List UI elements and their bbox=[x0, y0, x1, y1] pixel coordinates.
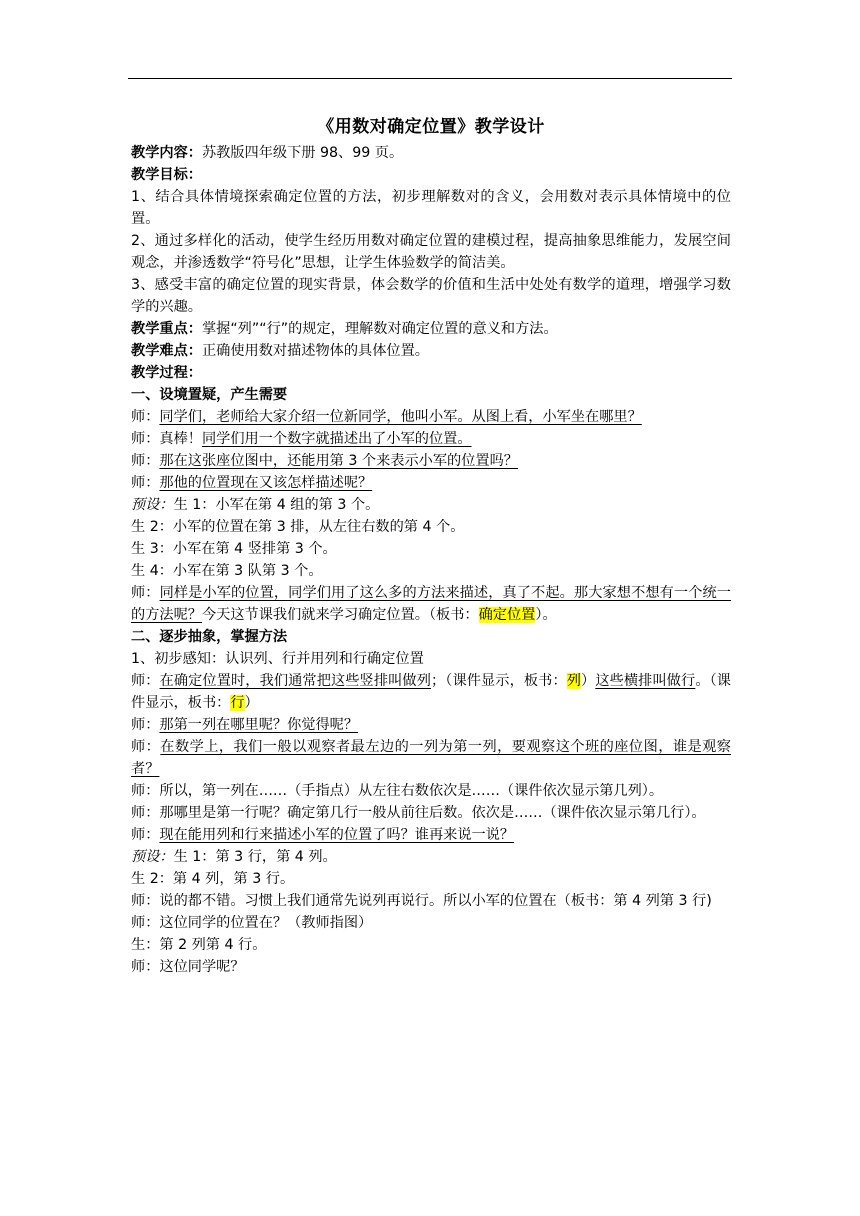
underlined-text: 同样是小军的位置，同学们用了这么多的方法来描述，真了不起。那大家想不想有一个统一的方法呢？ bbox=[131, 585, 731, 623]
dialogue-line bbox=[131, 494, 731, 516]
dialogue-line: 生：第 2 列第 4 行。 bbox=[131, 937, 267, 953]
speaker: 师： bbox=[131, 585, 160, 601]
teaching-difficulty bbox=[131, 340, 731, 362]
speaker: 师： bbox=[131, 717, 160, 733]
dialogue-line bbox=[131, 714, 731, 736]
dialogue-line bbox=[131, 428, 731, 450]
section-2-heading: 二、逐步抽象，掌握方法 bbox=[131, 629, 288, 645]
speaker: 师： bbox=[131, 431, 160, 447]
dialogue-line: 师：这位同学呢？ bbox=[131, 959, 245, 975]
underlined-text: 同学们，老师给大家介绍一位新同学，他叫小军。从图上看，小军坐在哪里？ bbox=[159, 409, 642, 425]
line-text: ） bbox=[244, 695, 259, 711]
preset-label: 预设： bbox=[131, 497, 174, 513]
line-text: ） bbox=[581, 673, 596, 689]
dialogue-line: 师：这位同学的位置在？（教师指图） bbox=[131, 915, 373, 931]
highlighted-text: 行 bbox=[230, 695, 245, 711]
subsection-heading: 1、初步感知：认识列、行并用列和行确定位置 bbox=[131, 651, 424, 667]
header-rule bbox=[128, 78, 732, 79]
dialogue-line: 师：那哪里是第一行呢？确定第几行一般从前往后数。依次是……（课件依次显示第几行）。 bbox=[131, 805, 706, 821]
dialogue-line: 生 2：第 4 列，第 3 行。 bbox=[131, 871, 295, 887]
dialogue-line: 生 2：小军的位置在第 3 排，从左往右数的第 4 个。 bbox=[131, 519, 465, 535]
teaching-key-label: 教学重点： bbox=[131, 321, 202, 337]
goal-item-3: 3、感受丰富的确定位置的现实背景，体会数学的价值和生活中处处有数学的道理，增强学习数学的兴趣。 bbox=[131, 277, 731, 315]
speaker: 师： bbox=[131, 827, 160, 843]
dialogue-line bbox=[131, 846, 731, 868]
speaker: 师： bbox=[131, 409, 160, 425]
teaching-goals-label: 教学目标： bbox=[131, 167, 202, 183]
goal-item-2: 2、通过多样化的活动，使学生经历用数对确定位置的建模过程，提高抽象思维能力，发展空间观念，并渗透数学“符号化”思想，让学生体验数学的简洁美。 bbox=[131, 233, 731, 271]
teaching-process-label: 教学过程： bbox=[131, 365, 202, 381]
dialogue-line bbox=[131, 472, 731, 494]
dialogue-line: 生 3：小军在第 4 竖排第 3 个。 bbox=[131, 541, 337, 557]
dialogue-line bbox=[131, 582, 731, 626]
section-1-heading: 一、设境置疑，产生需要 bbox=[131, 387, 288, 403]
dialogue-line bbox=[131, 670, 731, 714]
speaker: 师： bbox=[131, 739, 161, 755]
teaching-content-text: 苏教版四年级下册 98、99 页。 bbox=[201, 145, 404, 161]
teaching-key bbox=[131, 318, 731, 340]
speaker: 师： bbox=[131, 475, 160, 491]
underlined-text: 这些横排叫做行 bbox=[595, 673, 696, 689]
underlined-text: 在数学上，我们一般以观察者最左边的一列为第一列，要观察这个班的座位图，谁是观察者？ bbox=[131, 739, 731, 777]
line-text: 。（课件显示，板书： bbox=[131, 673, 731, 711]
dialogue-line: 生 4：小军在第 3 队第 3 个。 bbox=[131, 563, 323, 579]
highlighted-text: 确定位置 bbox=[478, 607, 536, 623]
dialogue-line bbox=[131, 736, 731, 780]
underlined-text: 同学们用一个数字就描述出了小军的位置。 bbox=[201, 431, 472, 447]
underlined-text: 在确定位置时，我们通常把这些竖排叫做列 bbox=[159, 673, 431, 689]
document-title: 《用数对确定位置》教学设计 bbox=[317, 117, 545, 137]
teaching-content bbox=[131, 142, 731, 164]
underlined-text: 那第一列在哪里呢？你觉得呢？ bbox=[159, 717, 359, 733]
underlined-text: 那在这张座位图中，还能用第 3 个来表示小军的位置吗？ bbox=[159, 453, 518, 469]
line-text: ）。 bbox=[535, 607, 557, 623]
teaching-difficulty-text: 正确使用数对描述物体的具体位置。 bbox=[201, 343, 429, 359]
teaching-content-label: 教学内容： bbox=[131, 145, 202, 161]
line-text: 生 1：第 3 行，第 4 列。 bbox=[173, 849, 337, 865]
line-text: 今天这节课我们就来学习确定位置。（板书： bbox=[201, 607, 479, 623]
dialogue-line bbox=[131, 824, 731, 846]
speaker: 师： bbox=[131, 453, 160, 469]
line-text: 真棒！ bbox=[159, 431, 202, 447]
dialogue-line bbox=[131, 406, 731, 428]
highlighted-text: 列 bbox=[566, 673, 582, 689]
dialogue-line bbox=[131, 450, 731, 472]
line-text: 生 1：小军在第 4 组的第 3 个。 bbox=[173, 497, 380, 513]
document-body bbox=[131, 112, 731, 978]
dialogue-line: 师：说的都不错。习惯上我们通常先说列再说行。所以小军的位置在（板书：第 4 列第 3 行) bbox=[131, 893, 712, 909]
underlined-text: 现在能用列和行来描述小军的位置了吗？谁再来说一说？ bbox=[159, 827, 515, 843]
line-text: ；（课件显示，板书： bbox=[430, 673, 567, 689]
preset-label: 预设： bbox=[131, 849, 174, 865]
goal-item-1: 1、结合具体情境探索确定位置的方法，初步理解数对的含义，会用数对表示具体情境中的位置。 bbox=[131, 189, 731, 227]
dialogue-line: 师：所以，第一列在……（手指点）从左往右数依次是……（课件依次显示第几列）。 bbox=[131, 783, 664, 799]
underlined-text: 那他的位置现在又该怎样描述呢？ bbox=[159, 475, 373, 491]
teaching-difficulty-label: 教学难点： bbox=[131, 343, 202, 359]
teaching-key-text: 掌握“列”“行”的规定，理解数对确定位置的意义和方法。 bbox=[201, 321, 558, 337]
speaker: 师： bbox=[131, 673, 160, 689]
